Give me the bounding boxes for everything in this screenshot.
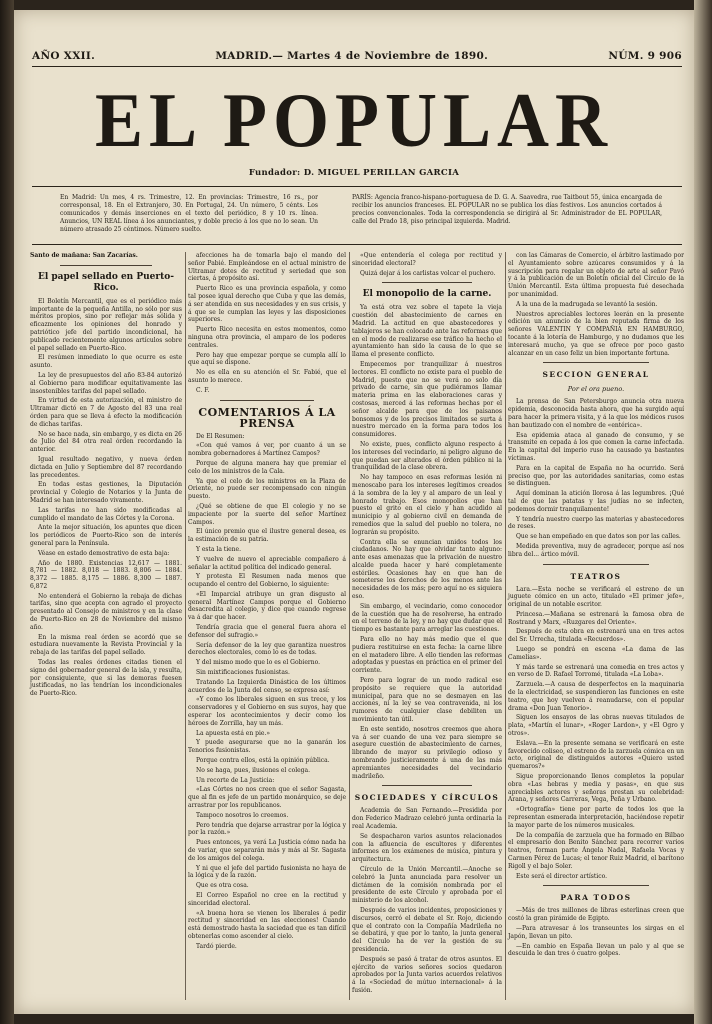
paragraph: Y ni que el jefe del partido fusionista no haya de la lógica y de la razón. xyxy=(188,864,346,880)
paragraph: No hay tampoco en esas reformas lesión ni menoscabo para los intereses legítimos creados á la sombra de la ley y al amparo de un leal y honrado trabajo. Esos monopolios que han puesto el grito en el cielo y han acudido al municipio y al gobierno civil en demanda de remedios que la salud del pueblo no tolera, no lograrán su propósito. xyxy=(352,474,502,536)
paragraph: Y puede asegurarse que no la ganarán los Tenorios fusionistas. xyxy=(188,739,346,755)
paragraph: «Ortografía» tiene por parte de todos los que la representan esmerada interpretación, haciéndose repetir la mayor parte de los números musicales. xyxy=(508,806,684,829)
issue-number: NÚM. 9 906 xyxy=(608,50,682,62)
paragraph: con las Cámaras de Comercio, el árbitro lastimado por el Ayuntamiento sobre azúcares consumidos y á la suscripción para regalar un objeto de arte al señor Pavó y á la publicación de un Boletín oficial del Círculo de la Unión Mercantil. Esta última propuesta fué desechada por unanimidad. xyxy=(508,252,684,298)
paragraph: El único premio que el ilustre general desea, es la estimación de su patria. xyxy=(188,528,346,544)
section-body xyxy=(188,433,346,951)
section-body xyxy=(508,586,684,881)
paragraph: Ya que el celo de los ministros en la Plaza de Oriente, no puede ser recompensado con ningún puesto. xyxy=(188,477,346,501)
paragraph: Tampoco nosotros lo creemos. xyxy=(196,811,289,819)
paragraph: «Las Córtes no nos creen que el señor Sagasta, que al fin es jefe de un partido monárquico, se deje arrastrar por los republicanos. xyxy=(188,786,346,810)
paragraph: Sigue proporcionando llenos completos la popular obra «Las hebras y media y pasas», en que sus apreciables actores y señoras prestan su celebridad: Arana, y señores Carreras, Vega, Peña y Urbano. xyxy=(508,773,684,804)
paragraph: No entenderá el Gobierno la rebaja de dichas tarifas, sino que acepta con agrado el proyecto presentado al Consejo de ministros y en la clase de Puerto-Rico en 28 de Noviembre del mismo año. xyxy=(30,592,182,631)
divider xyxy=(543,362,649,363)
paragraph: No se hace nada, sin embargo, y es dicta en 26 de Julio del 84 otra real órden recordando la anterior. xyxy=(30,430,182,454)
paragraph: Empecemos por tranquilizar á nuestros lectores. El conflicto no existe para el pueblo de Madrid, puesto que no se verá no solo día privado de carne, sin que pudiéramos llamar materia prima en las elaboraciones caras y costosas, merced á las reformas hechas por el señor alcalde para que de los paisanos bonsomos y de los precisos limitados se surta á nuestro mercado en la forma para todos los consumidores. xyxy=(352,360,502,439)
paragraph: Las tarifas no han sido modificadas al cumplido el mandato de las Córtes y la Corona. xyxy=(30,506,182,522)
paragraph: A la una de la madrugada se levantó la sesión. xyxy=(516,300,658,308)
paragraph: No existe, pues, conflicto alguno respecto á los intereses del vecindario, ni peligro alguno de que puedan ser alterados el órden público ni la tranquilidad de la clase obrera. xyxy=(352,440,502,472)
header-rule xyxy=(32,66,682,67)
paragraph: —En cambio en España llevan un palo y al que se descuida le dan tres ó cuatro golpes. xyxy=(508,942,684,958)
paragraph: Que se han empeñado en que datos son por las calles. xyxy=(516,533,681,541)
paragraph: Puerto Rico necesita en estos momentos, como ninguna otra provincia, el amparo de los poderes centrales. xyxy=(188,326,346,349)
year-label: AÑO XXII. xyxy=(32,50,96,62)
paragraph: Después de varios incidentes, proposiciones y discursos, cerró el debate el Sr. Rojo, diciendo que el contrato con la Compañía Madrileña no se debatirá, y que por lo tanto, la junta general del Círculo ha de ver la gestión de su presidencia. xyxy=(352,906,502,953)
paragraph: La ley de presupuestos del año 83-84 autorizó al Gobierno para modificar equitativamente las insostenibles tarifas del papel sellado. xyxy=(30,371,182,395)
paragraph: Porque de alguna manera hay que premiar el celo de los ministros de la Cala. xyxy=(188,459,346,475)
paragraph: Tardó pierde. xyxy=(196,942,237,950)
paragraph: Se despacharon varios asuntos relacionados con la afluencia de escultores y diferentes informes en los exámenes de música, pintura y arquitectura. xyxy=(352,832,502,864)
paragraph: Y tendría nuestro cuerpo las materias y abastecedores de reses. xyxy=(508,515,684,531)
paragraph: —Para atravesar á los transeuntes los sirgas en el Japón, llevan un pito. xyxy=(508,924,684,940)
paragraph: El resúmen inmediato lo que ocurre es este asunto. xyxy=(30,354,182,370)
column-3 xyxy=(352,252,502,997)
section-title: SECCION GENERAL xyxy=(542,370,650,380)
paragraph: afecciones ha de tomarla bajo el mando del señor Pabié. Empleándose en el actual ministro de Ultramar dotes de rectitud y seriedad que son ciertas, á propósito así. xyxy=(188,252,346,283)
article-body xyxy=(352,304,502,780)
paragraph: El Correo Español no cree en la rectitud y sinceridad electoral. xyxy=(188,891,346,907)
paragraph: Después se pasó á tratar de otros asuntos. El ejército de varios señores socios quedaron aprobados por la Junta varios acuerdos relativos á la «Sociedad de mútuo internacional» á la fusión. xyxy=(352,955,502,994)
divider xyxy=(543,885,649,886)
paragraph: En todas estas gestiones, la Diputación provincial y Colegio de Notarios y la Junta de Madrid se han interesado vivamente. xyxy=(30,481,182,504)
paragraph: La prensa de San Petersburgo anuncia otra nueva epidemia, desconocida hasta ahora, que ha surgido aquí para hacer la primera visita, y á la que los médicos rusos han bautizado con el nombre de «entérica». xyxy=(508,398,684,429)
paragraph: Contra ella se enuncian unidos todos los ciudadanos. No hay que olvidar tanto alguno: ante esas amenazas que la privación de nuestro alcalde pueda hacer y haré completamente estériles. Ocasiones hay en que han de someterse los derechos de los menos ante las necesidades de los más; pero aquí no es siquiera eso. xyxy=(352,538,502,601)
founder-rule xyxy=(32,186,682,187)
paragraph: Medida preventiva, muy de agradecer, porque así nos libra del... ártico móvil. xyxy=(508,542,684,558)
paragraph: Para ello no hay más medio que el que pudiera restituirse en esta fecha: la carne libre en el matadero libre. A ello tienden las reformas adoptadas y puestas en práctica en el primer del corriente. xyxy=(352,636,502,675)
section-title: PARA TODOS xyxy=(560,893,632,903)
paragraph: Y más tarde se estrenará una comedia en tres actos y en verso de D. Rafael Torromé, titulada «La Loba». xyxy=(508,663,684,679)
paragraph: Un recorte de La Justicia: xyxy=(196,776,275,784)
section-subtitle: Por el ora pueno. xyxy=(567,385,625,394)
saint-of-day: Santo de mañana: San Zacarías. xyxy=(30,252,138,259)
section-title: TEATROS xyxy=(570,571,622,581)
divider xyxy=(382,785,472,786)
section-body xyxy=(508,398,684,558)
paragraph: Academia de San Fernando.—Presidida por don Federico Madrazo celebró junta ordinaria la real Academia. xyxy=(352,807,502,830)
paragraph: Y del mismo modo que lo es el Gobierno. xyxy=(196,659,321,667)
newspaper-page xyxy=(14,10,694,1014)
paragraph: Año de 1880. Existencias 12,617 — 1881. 8,781 — 1882. 8,018 — 1883. 8,806 — 1884. 8,372 — 1885. 8,175 — 1886. 8,300 — 1887. 6,872 xyxy=(30,559,182,590)
paragraph: Sería defensor de la ley que garantiza nuestros derechos electorales, como lo es de todas. xyxy=(188,641,346,657)
paragraph: Siguen los ensayos de las obras nuevas titulados de plata, «Martín el lunar», «Roger Lardon», y «El Ogro y otros». xyxy=(508,714,684,738)
column-4 xyxy=(508,252,684,960)
paragraph: Lara.—Esta noche se verificará el estreno de un juguete cómico en un acto, titulado «El primer jefe», original de un notable escritor. xyxy=(508,585,684,609)
divider xyxy=(60,265,151,266)
column-2 xyxy=(188,252,346,953)
masthead-title: EL POPULAR xyxy=(94,76,614,164)
dateline: MADRID.— Martes 4 de Noviembre de 1890. xyxy=(215,50,489,62)
paragraph: Después de esta obra en estrenará una en tres actos del Sr. Urrecha, titulada «Recuerdos». xyxy=(508,628,684,644)
section-body xyxy=(508,907,684,958)
columns-top-rule xyxy=(32,244,682,245)
paragraph: Ante la mejor situación, los apuntes que dicen los periódicos de Puerto-Rico son de interés general para la Península. xyxy=(30,524,182,547)
paragraph: La apuesta está en pie.» xyxy=(196,729,271,737)
article-continuation xyxy=(188,252,346,395)
paragraph: Puerto Rico es una provincia española, y como tal posee igual derecho que Cuba y que las demás, á ser atendida en sus necesidades y en sus crisis, y á que se le cumplan las leyes y las disposiciones superiores. xyxy=(188,285,346,324)
paragraph: Princesa.—Mañana se estrenará la famosa obra de Rostrand y Marx, «Ruzgares del Oriente». xyxy=(508,610,684,626)
paragraph: «El Imparcial atribuye un gran disgusto al general Martínez Campos porque el Gobierno desacredita al colegio, y dice que cuando regrese va á dar que hacer. xyxy=(188,590,346,622)
paragraph: «A buena hora se vienen los liberales á pedir rectitud y sinceridad en las elecciones! Cuando está demostrado hasta la saciedad que es tan difícil obtenerlas como ascender al cielo. xyxy=(188,909,346,940)
paragraph: Nuestros apreciables lectores leerán en la presente edición un anuncio de la bien reputada firma de los señores VALENTIN Y COMPAÑIA EN HAMBURGO, tocante á la lotería de Hamburgo, y no dudamos que les interesará mucho, ya que se ofrece por poco gasto alcanzar en un caso feliz un bien importante fortuna. xyxy=(508,310,684,357)
paragraph: En la misma real órden se acordó que se estudiara nuevamente la Revista Provincial y la rebaja de las tarifas del papel sellado. xyxy=(30,633,182,657)
paragraph: En este sentido, nosotros creemos que ahora va á ser cuando de una vez para siempre se asegure cuestión de abastecimiento de carnes, librando de mayor su privilegio odioso y nombrando justicieramente á una de las más apremiantes necesidades del vecindario madrileño. xyxy=(352,725,502,780)
paragraph: Para en la capital de España no ha ocurrido. Será preciso que, por las autoridades sanitarias, como estas se distinguen. xyxy=(508,464,684,488)
paris-agency-info: PARÍS: Agencia franco-hispano-portuguesa de D. G. A. Saavedra, rue Taitbout 55, única encargada de recibir los anuncios franceses. EL POPULAR no se publica los días festivos. Los anuncios cortados á precios convencionales. Toda la correspondencia se dirigirá al Sr. Administrador de EL POPULAR, calle del Prado 18, piso principal izquierda. Madrid. xyxy=(352,194,662,225)
paragraph: ¿Qué se obtiene de que El colegio y no se impaciente por la suerte del señor Martínez Campos. xyxy=(188,502,346,526)
header-line xyxy=(32,50,682,62)
paragraph: —Más de tres millones de libras esterlinas creen que costó la gran pirámide de Egipto. xyxy=(508,907,684,923)
paragraph: Luego se pondrá en escena «La dama de las Camelias». xyxy=(508,646,684,661)
intro-lines xyxy=(352,252,502,277)
paragraph: Aquí dominan la atición llorosa á las legumbres. ¡Qué tal de que las patatas y las judías no se infecten, podemos dormir tranquilamente! xyxy=(508,490,684,513)
paragraph: Y esta la tiene. xyxy=(196,545,241,553)
paragraph: El Boletín Mercantil, que es el periódico más importante de la pequeña Antilla, no sólo por sus méritos propios, sino por reflejar más sólida y eficazmente los opiniones del honrado y patriótico jefe del partido incondicional, ha publicado recientemente algunos artículos sobre el papel sellado en Puerto-Rico. xyxy=(30,297,182,352)
paragraph: Todas las reales órdenes citadas tienen el signo del gobernador general de la isla, y resulta, por consiguiente, que si las demoras fuesen justificadas, no las tendrían los incondicionales de Puerto-Rico. xyxy=(30,659,182,698)
paragraph: «Con qué vamos á ver, por cuanto á un se nombra gobernadores á Martínez Campos? xyxy=(188,442,346,458)
paragraph: De la compañía de zarzuela que ha formado en Bilbao el empresario don Benito Sánchez para recorrer varios teatros, forman parte Ángela Nadal, Rafaela Vocas y Carmen Pérez de Lucas; el tenor Ruiz Madrid, el barítono Rigoll y el bajo Soler. xyxy=(508,831,684,870)
paragraph: C. F. xyxy=(196,386,210,394)
column-divider xyxy=(349,252,350,1000)
paragraph: Eslava.—En la presente semana se verificará en este favorecido coliseo, el estreno de la zarzuela cómica en un acto, original de distinguidos autores «Quiero usted quemaros?» xyxy=(508,739,684,771)
paragraph: «Y como los liberales siguen en sus trece, y los conservadores y el Gobierno en sus suyos, hay que esperar los acontecimientos y decir como los héroes de Zorrilla, hay un más. xyxy=(188,696,346,727)
paragraph: Tendría gracia que el general fuera ahora el defensor del sufragio.» xyxy=(188,624,346,639)
paragraph: Véase en estado demostrativo de esta baja: xyxy=(38,549,170,557)
paragraph: En virtud de esta autorización, el ministro de Ultramar dictó en 7 de Agosto del 83 una real órden para que se lleva á efecto la modificación de dichas tarifas. xyxy=(30,397,182,428)
paragraph: Y protesta El Resumen nada menos que ocupando el centro del Gobierno, lo siguiente: xyxy=(188,573,346,589)
paragraph: Que es otra cosa. xyxy=(196,882,249,890)
section-title: COMENTARIOS Á LA PRENSA xyxy=(198,405,336,430)
paragraph: Este será el director artístico. xyxy=(516,872,607,880)
paragraph: Círculo de la Unión Mercantil.—Anoche se celebró la Junta anunciada para resolver un dictámen de la comisión nombrada por el presidente de este Círculo y aprobada por el ministerio de los alcohol. xyxy=(352,865,502,905)
intro-lines xyxy=(508,252,684,357)
paragraph: Esa epidemia ataca al ganado de consumo, y se transmite en cepada á los que comen la carne infectada. En la capital del imperio ruso ha causado ya bastantes víctimas. xyxy=(508,431,684,462)
paragraph: De El Resumen: xyxy=(196,432,245,440)
divider xyxy=(220,400,315,401)
paragraph: No se haga, pues, ilusiones el colega. xyxy=(196,766,310,774)
binding-left-edge xyxy=(0,0,14,1024)
divider xyxy=(382,282,472,283)
column-divider xyxy=(505,252,506,1000)
paragraph: Porque contra ellos, está la opinión pública. xyxy=(196,757,330,765)
paragraph: Igual resultado negativo, y nueva órden dictada en Julio y Septiembre del 87 recordando las precedentes. xyxy=(30,455,182,479)
paragraph: Sin mixtificaciones fusionistas. xyxy=(196,669,290,677)
divider xyxy=(543,564,649,565)
paragraph: Pero para lograr de un modo radical ese propósito se requiere que la autoridad municipal, para que no se desmayen en las acciones, ni la ley se vea contravenida, ni los rumores de cualquier clase debiliten un movimiento tan útil. xyxy=(352,677,502,724)
paragraph: Pues entonces, ya verá La Justicia cómo nada ha de variar, que separarán más y más al Sr. Sagasta de los amigos del colega. xyxy=(188,839,346,862)
paragraph: Sin embargo, el vecindario, como conocedor de la cuestión que ha de resolverse, ha entrado en el terreno de la ley, y no hay que dudar que el tiempo es bastante para arreglar las cuestiones. xyxy=(352,602,502,634)
column-1 xyxy=(30,252,182,700)
article-title: El monopolio de la carne. xyxy=(362,289,492,300)
article-title: El papel sellado en Puerto-Rico. xyxy=(37,271,175,293)
paragraph: Tratando La Izquierda Dinástica de los últimos acuerdos de la Junta del censo, se expresa así: xyxy=(188,678,346,694)
section-body xyxy=(352,807,502,994)
paragraph: Y vuelve de nuevo el apreciable compañero á señalar la actitud política del indicado general. xyxy=(188,555,346,571)
paragraph: Pero tendría que dejarse arrastrar por la lógica y por la razón.» xyxy=(188,821,346,837)
column-divider xyxy=(185,252,186,1000)
paragraph: Ya está otra vez sobre el tapete la vieja cuestión del abastecimiento de carnes en Madrid. La actitud en que abastecedores y tablajeros se han colocado ante las reformas que en el modo de realizarse ese tráfico ha hecho el ayuntamiento han sido la causa de lo que se llama el presente conflicto. xyxy=(352,304,502,359)
paragraph: Quizá dejar á los carlistas volcar el puchero. xyxy=(360,269,496,277)
subscription-info: En Madrid: Un mes, 4 rs. Trimestre, 12. En provincias: Trimestre, 16 rs., por corresponsal, 18. En el Extranjero, 30. En Portugal, 24. Un número, 5 cénts. Los comunicados y demás inserciones en el texto del periódico, 8 y 10 rs. línea. Anuncios, UN REAL línea á los anunciantes, y doble precio á los que no lo sean. Un número atrasado 25 céntimos. Número suelto. xyxy=(60,194,318,233)
binding-right-edge xyxy=(694,0,712,1024)
paragraph: «Que entendería el colega por rectitud y sinceridad electoral? xyxy=(352,252,502,267)
paragraph: No es ella en su atención el Sr. Fabié, que el asunto lo merece. xyxy=(188,369,346,384)
paragraph: Zarzuela.—A causa de desperfectos en la maquinaria de la electricidad, se suspendieron las funciones en este teatro, que hoy vuelven á reanudarse, con el popular drama «Don Juan Tenorio». xyxy=(508,681,684,712)
founder-line: Fundador: D. MIGUEL PERILLAN GARCIA xyxy=(248,168,460,178)
paragraph: Pero hay que empezar porque se cumpla allí lo que aquí se dispone. xyxy=(188,351,346,367)
section-title: SOCIEDADES Y CÍRCULOS xyxy=(354,793,500,803)
article-body xyxy=(30,298,182,698)
